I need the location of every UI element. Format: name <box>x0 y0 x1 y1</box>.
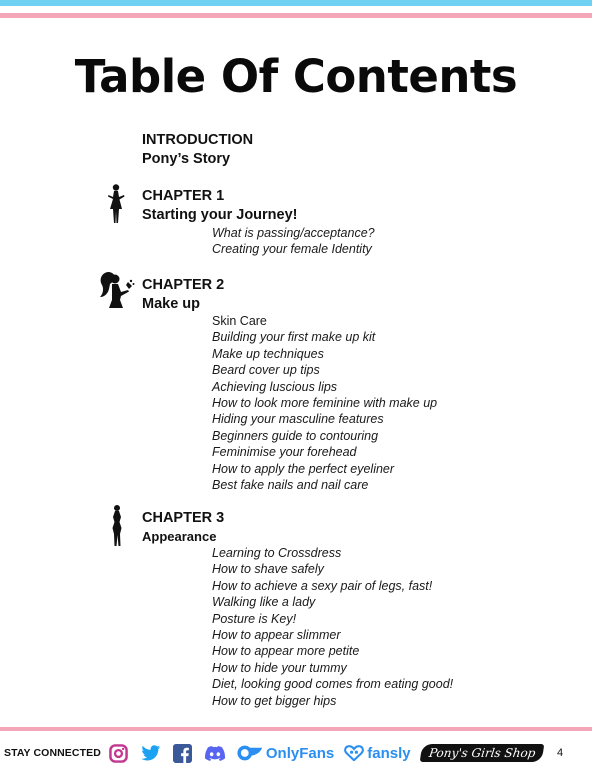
chapter-3-items <box>212 545 453 709</box>
onlyfans-logo-icon <box>237 745 263 761</box>
list-item: Beginners guide to contouring <box>212 428 379 443</box>
fansly-label: fansly <box>367 744 411 762</box>
list-item: How to hide your tummy <box>212 660 347 675</box>
intro-heading: INTRODUCTION <box>142 132 254 148</box>
chapter-2-section <box>142 276 224 314</box>
list-item: How to look more feminine with make up <box>212 396 438 411</box>
list-item: Achieving luscious lips <box>212 379 338 394</box>
list-item: Creating your female Identity <box>212 242 372 257</box>
list-item: How to achieve a sexy pair of legs, fast! <box>212 578 433 593</box>
list-item: How to appear slimmer <box>212 628 341 643</box>
chapter-2-heading: CHAPTER 2 <box>142 277 225 293</box>
twitter-icon[interactable] <box>141 743 161 763</box>
list-item: How to get bigger hips <box>212 693 337 708</box>
list-item: Best fake nails and nail care <box>212 478 369 493</box>
instagram-icon[interactable] <box>109 743 129 763</box>
onlyfans-label: OnlyFans <box>265 744 335 762</box>
list-item: Hiding your masculine features <box>212 412 384 427</box>
chapter-1-heading: CHAPTER 1 <box>142 188 225 204</box>
makeup-woman-silhouette-icon <box>98 270 136 310</box>
list-item: Posture is Key! <box>212 611 297 626</box>
list-item: Feminimise your forehead <box>212 445 357 460</box>
standing-woman-silhouette-icon <box>104 183 128 225</box>
list-item: Building your first make up kit <box>212 330 376 345</box>
list-item: Make up techniques <box>212 346 324 361</box>
chapter-3-heading: CHAPTER 3 <box>142 510 225 526</box>
list-item: Beard cover up tips <box>212 363 320 378</box>
facebook-icon[interactable] <box>173 743 193 763</box>
discord-icon[interactable] <box>205 743 225 763</box>
list-item: How to apply the perfect eyeliner <box>212 461 395 476</box>
chapter-3-subtitle: Appearance <box>142 529 217 544</box>
list-item: What is passing/acceptance? <box>212 226 375 240</box>
stay-connected-label: STAY CONNECTED <box>4 747 101 759</box>
footer-pink-stripe <box>0 727 592 731</box>
page-number: 4 <box>557 747 564 759</box>
fansly-link[interactable] <box>344 745 410 762</box>
chapter-1-items <box>212 225 375 258</box>
chapter-3-section <box>142 509 224 546</box>
page-title: Table Of Contents <box>74 50 518 103</box>
list-item: Learning to Crossdress <box>212 546 342 560</box>
list-item: Walking like a lady <box>212 595 316 610</box>
shop-logo[interactable]: Pony's Girls Shop <box>419 744 544 762</box>
chapter-2-subtitle: Make up <box>142 296 201 312</box>
chapter-2-items <box>212 313 437 493</box>
list-item: Skin Care <box>212 314 267 328</box>
slim-woman-silhouette-icon <box>108 504 126 548</box>
top-blue-stripe <box>0 0 592 6</box>
list-item: How to appear more petite <box>212 644 360 659</box>
fansly-heart-icon <box>344 745 364 761</box>
list-item: How to shave safely <box>212 562 324 577</box>
intro-section <box>142 131 253 169</box>
chapter-1-subtitle: Starting your Journey! <box>142 207 298 223</box>
intro-subtitle: Pony’s Story <box>142 151 231 167</box>
top-pink-stripe <box>0 13 592 18</box>
footer-bar <box>0 738 592 768</box>
onlyfans-link[interactable] <box>237 745 334 762</box>
list-item: Diet, looking good comes from eating good! <box>212 677 454 692</box>
chapter-1-section <box>142 187 298 225</box>
